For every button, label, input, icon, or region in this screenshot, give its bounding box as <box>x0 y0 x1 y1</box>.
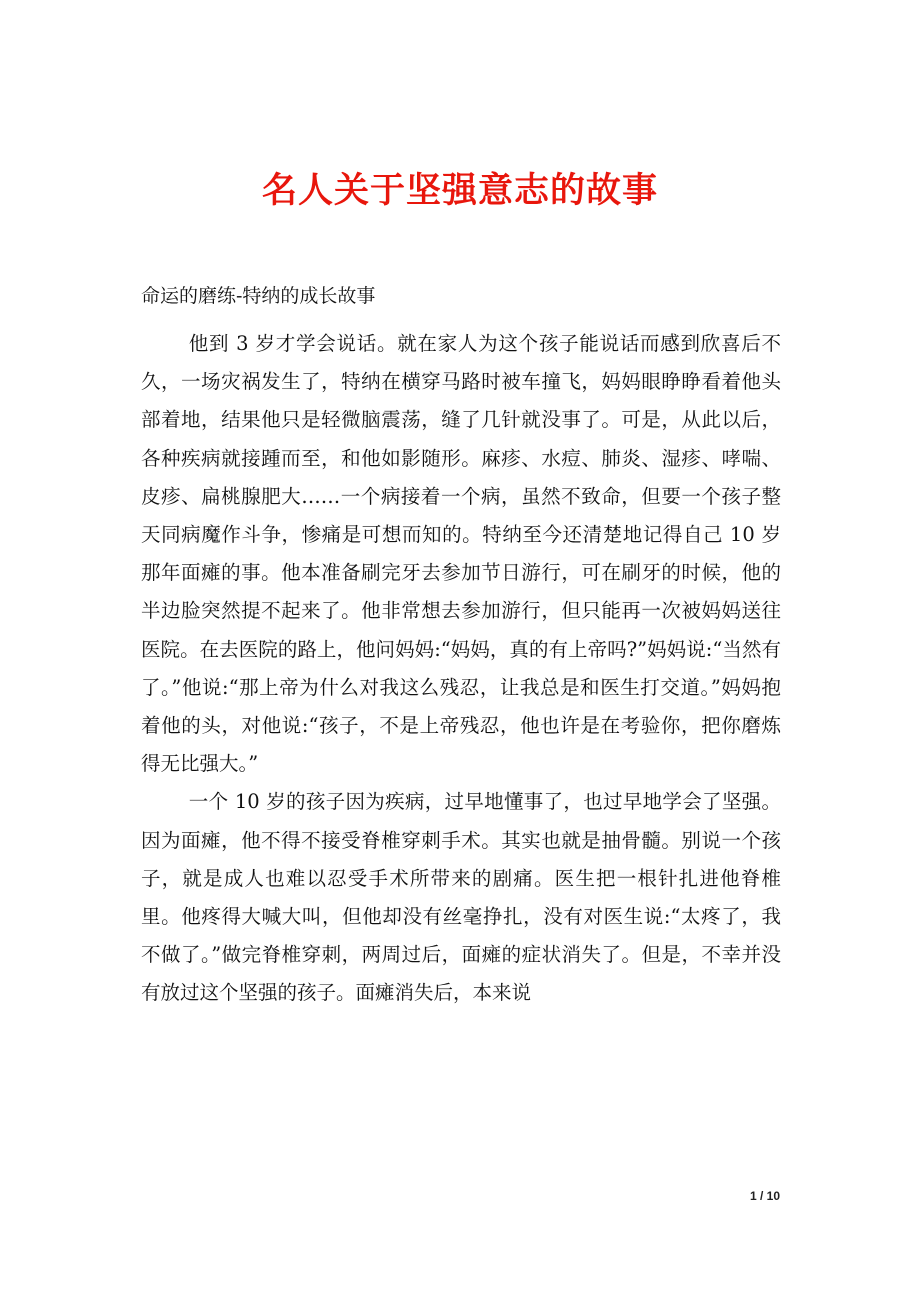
paragraph: 一个 10 岁的孩子因为疾病，过早地懂事了，也过早地学会了坚强。因为面瘫，他不得不接受脊椎穿刺手术。其实也就是抽骨髓。别说一个孩子，就是成人也难以忍受手术所带来的剧痛。医生把一根针扎进他脊椎里。他疼得大喊大叫，但他却没有丝毫挣扎，没有对医生说:“太疼了，我不做了。”做完脊椎穿刺，两周过后，面瘫的症状消失了。但是，不幸并没有放过这个坚强的孩子。面瘫消失后，本来说 <box>141 790 781 1005</box>
page-number: 1 / 10 <box>749 1189 780 1203</box>
document-title: 名人关于坚强意志的故事 <box>261 170 658 212</box>
document-body <box>141 325 781 1013</box>
section-subheading: 命运的磨练-特纳的成长故事 <box>141 285 376 307</box>
paragraph: 他到 3 岁才学会说话。就在家人为这个孩子能说话而感到欣喜后不久，一场灾祸发生了，特纳在横穿马路时被车撞飞，妈妈眼睁睁看着他头部着地，结果他只是轻微脑震荡，缝了几针就没事了。可是，从此以后，各种疾病就接踵而至，和他如影随形。麻疹、水痘、肺炎、湿疹、哮喘、皮疹、扁桃腺肥大……一个病接着一个病，虽然不致命，但要一个孩子整天同病魔作斗争，惨痛是可想而知的。特纳至今还清楚地记得自己 10 岁那年面瘫的事。他本准备刷完牙去参加节日游行，可在刷牙的时候，他的半边脸突然提不起来了。他非常想去参加游行，但只能再一次被妈妈送往医院。在去医院的路上，他问妈妈:“妈妈，真的有上帝吗?”妈妈说:“当然有了。”他说:“那上帝为什么对我这么残忍，让我总是和医生打交道。”妈妈抱着他的头，对他说:“孩子，不是上帝残忍，他也许是在考验你，把你磨炼得无比强大。” <box>141 332 781 776</box>
